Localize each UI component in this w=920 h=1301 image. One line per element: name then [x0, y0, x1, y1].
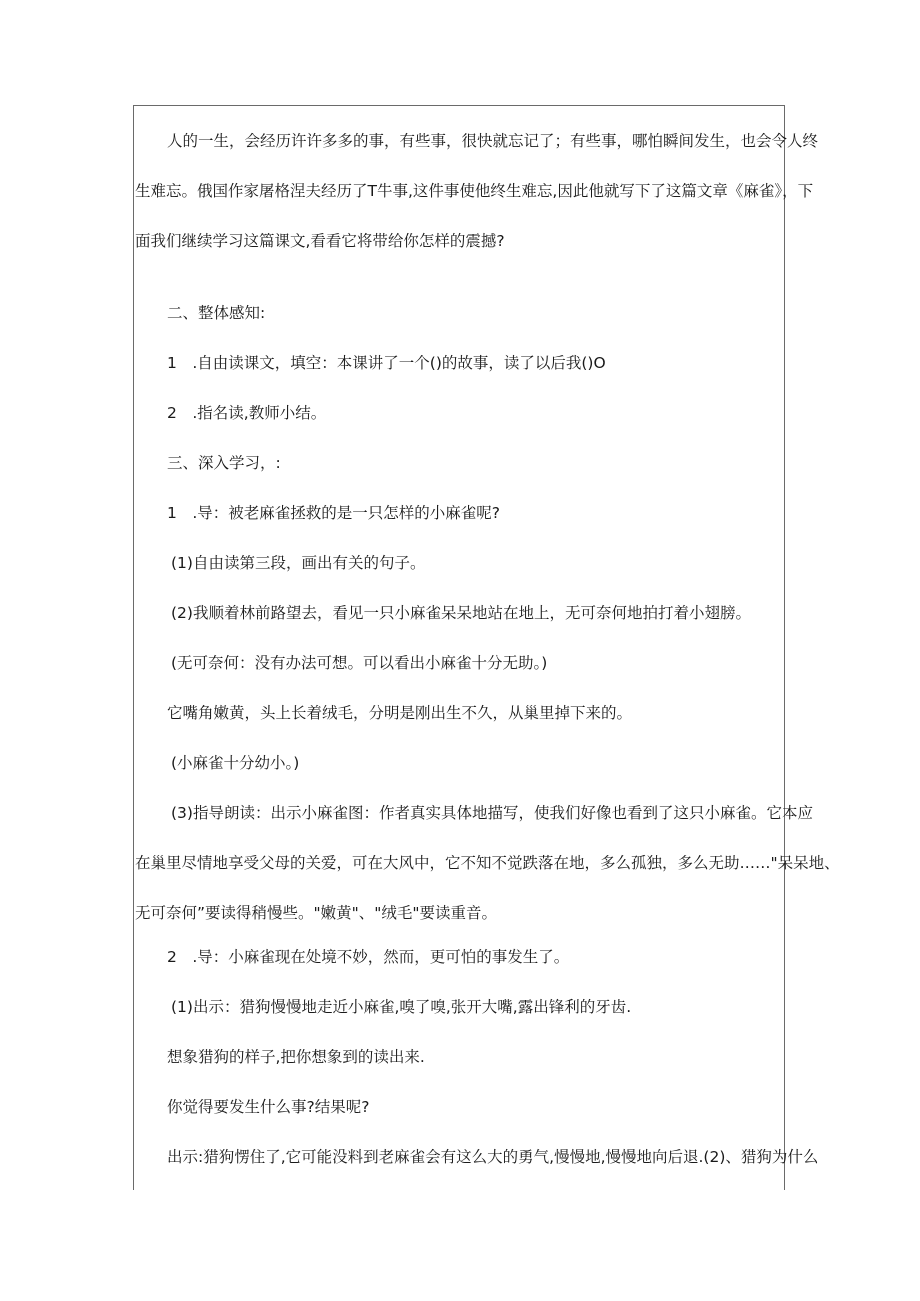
- paragraph-reading-line-1: (3)指导朗读：出示小麻雀图：作者真实具体地描写，使我们好像也看到了这只小麻雀。它本应: [171, 804, 813, 822]
- paragraph-intro-line-2: 生难忘。俄国作家屠格涅夫经历了T牛事,这件事使他终生难忘,因此他就写下了这篇文章《麻雀》，下: [135, 182, 814, 200]
- list-item: 2 .指名读,教师小结。: [167, 404, 327, 422]
- list-item: (1)自由读第三段，画出有关的句子。: [171, 554, 426, 572]
- section-heading-deep-study: 三、深入学习，:: [167, 454, 281, 472]
- annotation: (小麻雀十分幼小。): [171, 754, 300, 772]
- paragraph-intro-line-1: 人的一生，会经历许许多多的事，有些事，很快就忘记了；有些事，哪怕瞬间发生，也会令人终: [167, 132, 819, 150]
- quote-line: 想象猎狗的样子,把你想象到的读出来.: [167, 1048, 425, 1066]
- annotation: (无可奈何：没有办法可想。可以看出小麻雀十分无助。): [171, 654, 548, 672]
- paragraph-intro-line-3: 面我们继续学习这篇课文,看看它将带给你怎样的震撼?: [135, 232, 505, 250]
- list-item: 1 .自由读课文，填空：本课讲了一个()的故事，读了以后我()O: [167, 354, 606, 372]
- list-item: 1 .导：被老麻雀拯救的是一只怎样的小麻雀呢?: [167, 504, 501, 522]
- section-heading-overview: 二、整体感知:: [167, 304, 266, 322]
- paragraph-reading-line-2: 在巢里尽情地享受父母的关爱，可在大风中，它不知不觉跌落在地，多么孤独，多么无助……"呆呆地、: [135, 854, 840, 872]
- quote-line: 出示:猎狗愣住了,它可能没料到老麻雀会有这么大的勇气,慢慢地,慢慢地向后退.(2)、猎狗为什么: [167, 1148, 819, 1166]
- quote-line: 它嘴角嫩黄，头上长着绒毛，分明是刚出生不久，从巢里掉下来的。: [167, 704, 633, 722]
- list-item: (2)我顺着林前路望去，看见一只小麻雀呆呆地站在地上，无可奈何地拍打着小翅膀。: [171, 604, 751, 622]
- paragraph-reading-line-3: 无可奈何”要读得稍慢些。"嫩黄"、"绒毛"要读重音。: [135, 904, 498, 922]
- list-item: (1)出示：猎狗慢慢地走近小麻雀,嗅了嗅,张开大嘴,露出锋利的牙齿.: [171, 998, 632, 1016]
- quote-line: 你觉得要发生什么事?结果呢?: [167, 1098, 370, 1116]
- table-cell-border: [133, 105, 840, 1190]
- list-item: 2 .导：小麻雀现在处境不妙，然而，更可怕的事发生了。: [167, 948, 570, 966]
